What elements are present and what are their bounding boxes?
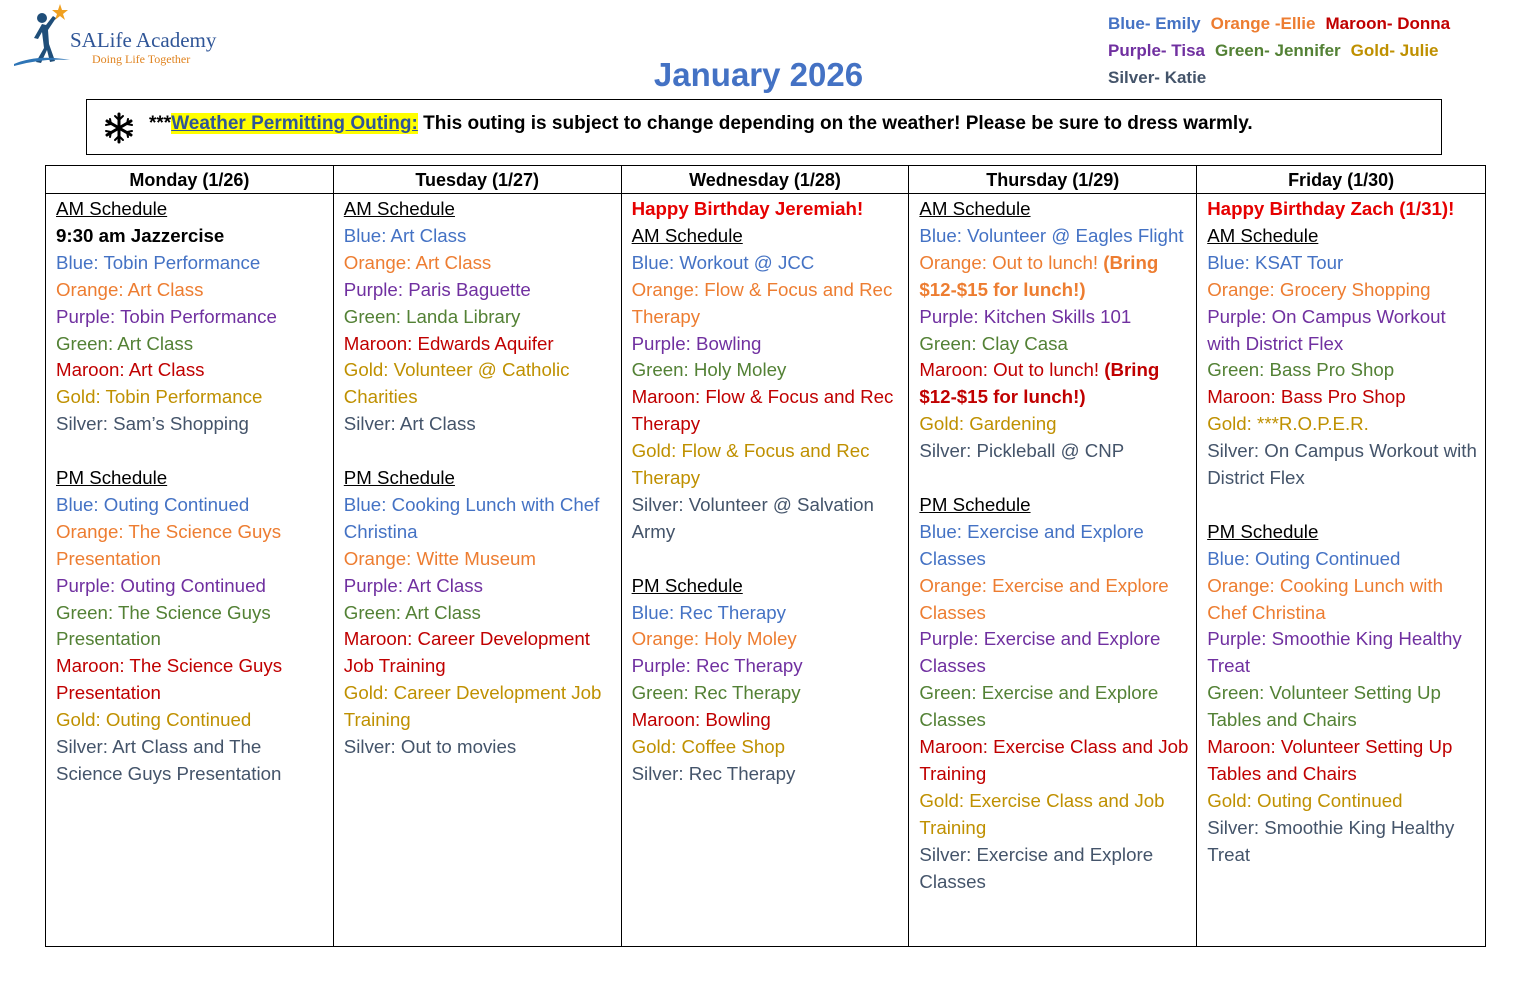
activity-purple: Purple: Kitchen Skills 101 (919, 305, 1132, 327)
schedule-heading: AM Schedule (631, 224, 743, 246)
activity-blue: Blue: Art Class (343, 224, 467, 246)
activity-gold: Gold: Outing Continued (56, 709, 252, 731)
legend-item-blue: Blue- Emily (1108, 14, 1201, 33)
day-column (622, 166, 910, 946)
activity-silver: Silver: On Campus Workout with District Flex (1207, 440, 1477, 489)
activity-gold: Gold: Coffee Shop (631, 736, 786, 758)
activity-text: Orange: Out to lunch! (919, 251, 1104, 273)
activity-silver: Silver: Smoothie King Healthy Treat (1207, 816, 1455, 865)
activity-maroon: Maroon: Volunteer Setting Up Tables and Chairs (1207, 736, 1453, 785)
snowflake-icon (103, 112, 135, 144)
activity-green: Green: Art Class (343, 601, 481, 623)
activity-green: Green: Exercise and Explore Classes (919, 682, 1159, 731)
activity-text: Maroon: Out to lunch! (919, 359, 1105, 381)
birthday-note: Happy Birthday Jeremiah! (631, 198, 864, 219)
activity-blue: Blue: Workout @ JCC (631, 251, 815, 273)
logo-title: SALife Academy (70, 28, 217, 52)
day-column (909, 166, 1197, 946)
activity-maroon: Maroon: Art Class (56, 359, 205, 381)
activity-orange: Orange: Grocery Shopping (1207, 278, 1431, 300)
schedule-gap (56, 438, 327, 465)
schedule-heading: PM Schedule (56, 467, 168, 489)
activity-silver: Silver: Exercise and Explore Classes (919, 843, 1154, 892)
activity-orange: Orange: Witte Museum (343, 547, 536, 569)
day-schedule (334, 194, 621, 761)
notice-body: This outing is subject to change depending on the weather! Please be sure to dress warmly. (417, 113, 1253, 134)
legend-item-purple: Purple- Tisa (1108, 41, 1205, 60)
activity-purple: Purple: Tobin Performance (56, 305, 277, 327)
activity-maroon: Maroon: Exercise Class and Job Training (919, 736, 1189, 785)
activity-blue: Blue: Outing Continued (56, 493, 250, 515)
activity-blue: Blue: Outing Continued (1207, 547, 1401, 569)
day-header: Monday (1/26) (46, 166, 333, 194)
activity-orange: Orange: Cooking Lunch with Chef Christina (1207, 574, 1443, 623)
weather-notice (86, 99, 1442, 155)
day-schedule (46, 194, 333, 788)
schedule-gap (344, 438, 615, 465)
legend-item-silver: Silver- Katie (1108, 68, 1207, 87)
color-legend (1108, 10, 1513, 91)
activity-gold: Gold: Tobin Performance (56, 386, 263, 408)
schedule-gap (919, 465, 1190, 492)
legend-row (1108, 64, 1513, 91)
activity-green: Green: Rec Therapy (631, 682, 801, 704)
activity-blue: Blue: Rec Therapy (631, 601, 787, 623)
activity-maroon: Maroon: Bowling (631, 709, 771, 731)
activity-maroon: Maroon: Edwards Aquifer (343, 332, 554, 354)
activity-gold: Gold: ***R.O.P.E.R. (1207, 413, 1369, 435)
activity-note: (Bring $12-$15 for lunch!) (919, 251, 1159, 300)
activity-orange: Orange: The Science Guys Presentation (56, 520, 282, 569)
activity-green: Green: Bass Pro Shop (1207, 359, 1395, 381)
activity-gold: Gold: Gardening (919, 413, 1057, 435)
activity-green: Green: Volunteer Setting Up Tables and Chairs (1207, 682, 1441, 731)
day-header: Tuesday (1/27) (334, 166, 621, 194)
schedule-heading: AM Schedule (56, 198, 168, 219)
activity-purple: Purple: Art Class (343, 574, 483, 596)
activity-green: Green: Clay Casa (919, 332, 1068, 354)
activity-silver: Silver: Art Class (343, 413, 476, 435)
day-schedule (1197, 194, 1485, 869)
schedule-gap (632, 546, 903, 573)
activity-maroon: Maroon: Bass Pro Shop (1207, 386, 1406, 408)
day-schedule (622, 194, 909, 788)
activity-silver: Silver: Rec Therapy (631, 763, 796, 785)
activity-gold: Gold: Career Development Job Training (343, 682, 602, 731)
notice-highlight: Weather Permitting Outing: (171, 113, 418, 134)
activity-note: (Bring $12-$15 for lunch!) (919, 359, 1160, 408)
activity-orange (919, 250, 1190, 304)
activity-gold: Gold: Volunteer @ Catholic Charities (343, 359, 570, 408)
notice-text (149, 113, 1253, 135)
activity-maroon (919, 357, 1190, 411)
day-header: Friday (1/30) (1197, 166, 1485, 194)
activity-purple: Purple: Outing Continued (56, 574, 266, 596)
legend-item-gold: Gold- Julie (1350, 41, 1439, 60)
schedule-heading: AM Schedule (919, 198, 1031, 219)
activity-green: Green: Art Class (56, 332, 194, 354)
birthday-note: Happy Birthday Zach (1/31)! (1207, 198, 1455, 219)
activity-maroon: Maroon: Career Development Job Training (343, 628, 590, 677)
legend-row (1108, 37, 1513, 64)
activity-orange: Orange: Holy Moley (631, 628, 797, 650)
activity-gold: Gold: Outing Continued (1207, 789, 1403, 811)
legend-item-orange: Orange -Ellie (1210, 14, 1316, 33)
activity-green: Green: Holy Moley (631, 359, 787, 381)
activity-purple: Purple: Smoothie King Healthy Treat (1207, 628, 1462, 677)
schedule-heading: PM Schedule (631, 574, 743, 596)
activity-orange: Orange: Flow & Focus and Rec Therapy (631, 278, 893, 327)
activity-blue: Blue: Tobin Performance (56, 251, 261, 273)
schedule-heading: PM Schedule (343, 467, 455, 489)
activity-purple: Purple: Bowling (631, 332, 762, 354)
day-column (1197, 166, 1485, 946)
schedule-gap (1207, 492, 1479, 519)
schedule-heading: PM Schedule (919, 493, 1031, 515)
activity-silver: Silver: Volunteer @ Salvation Army (631, 493, 874, 542)
day-header: Thursday (1/29) (909, 166, 1196, 194)
legend-item-maroon: Maroon- Donna (1325, 14, 1451, 33)
day-schedule (909, 194, 1196, 896)
activity-purple: Purple: Exercise and Explore Classes (919, 628, 1161, 677)
activity-orange: Orange: Art Class (56, 278, 204, 300)
activity-blue: Blue: Cooking Lunch with Chef Christina (343, 493, 600, 542)
activity-gold: Gold: Exercise Class and Job Training (919, 789, 1165, 838)
activity-silver: Silver: Art Class and The Science Guys Presentation (56, 736, 282, 785)
schedule-heading: AM Schedule (1207, 224, 1319, 246)
activity-blue: Blue: KSAT Tour (1207, 251, 1344, 273)
activity-maroon: Maroon: The Science Guys Presentation (56, 655, 283, 704)
activity-purple: Purple: On Campus Workout with District Flex (1207, 305, 1446, 354)
weekly-calendar (45, 165, 1486, 947)
activity-purple: Purple: Paris Baguette (343, 278, 531, 300)
day-column (46, 166, 334, 946)
legend-row (1108, 10, 1513, 37)
schedule-heading: PM Schedule (1207, 520, 1319, 542)
day-header: Wednesday (1/28) (622, 166, 909, 194)
activity-silver: Silver: Sam’s Shopping (56, 413, 249, 435)
legend-item-green: Green- Jennifer (1215, 41, 1341, 60)
logo-subtitle: Doing Life Together (92, 52, 191, 66)
activity-orange: Orange: Art Class (343, 251, 492, 273)
notice-prefix: *** (149, 113, 172, 134)
activity-green: Green: Landa Library (343, 305, 521, 327)
activity-blue: Blue: Volunteer @ Eagles Flight (919, 224, 1184, 246)
activity-silver: Silver: Out to movies (343, 736, 517, 758)
day-column (334, 166, 622, 946)
activity-maroon: Maroon: Flow & Focus and Rec Therapy (631, 386, 894, 435)
activity-purple: Purple: Rec Therapy (631, 655, 803, 677)
schedule-heading: AM Schedule (343, 198, 455, 219)
activity-green: Green: The Science Guys Presentation (56, 601, 271, 650)
activity-silver: Silver: Pickleball @ CNP (919, 440, 1125, 462)
schedule-event: 9:30 am Jazzercise (56, 224, 225, 246)
activity-blue: Blue: Exercise and Explore Classes (919, 520, 1144, 569)
page-title: January 2026 (653, 56, 864, 93)
activity-orange: Orange: Exercise and Explore Classes (919, 574, 1169, 623)
activity-gold: Gold: Flow & Focus and Rec Therapy (631, 440, 870, 489)
